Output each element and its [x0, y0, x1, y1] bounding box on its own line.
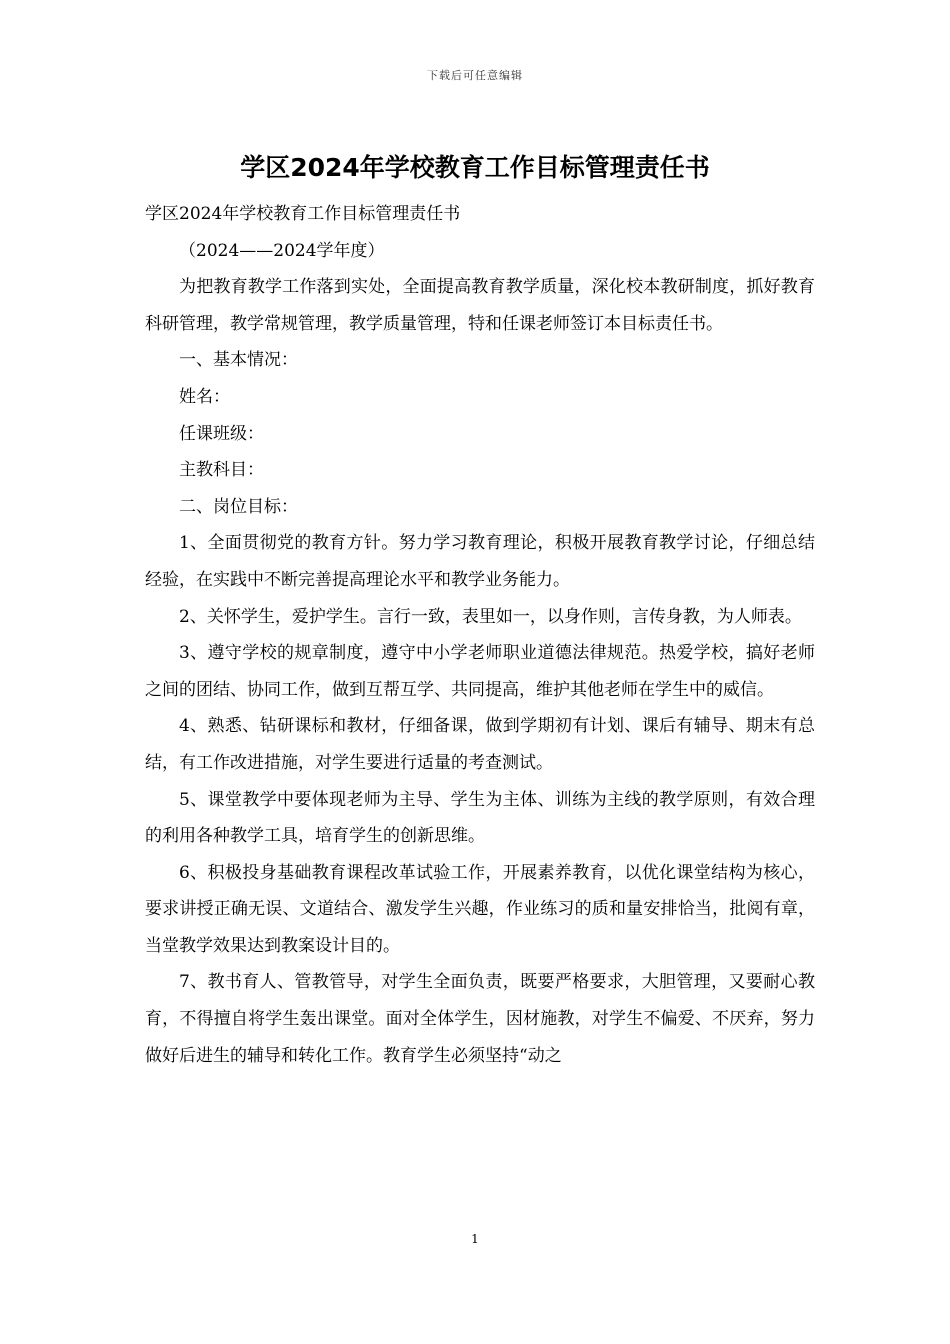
- goal-item-4: 4、熟悉、钻研课标和教材，仔细备课，做到学期初有计划、课后有辅导、期末有总结，有工作改进措施，对学生要进行适量的考查测试。: [145, 716, 815, 773]
- school-year-line: （2024——2024学年度）: [179, 240, 385, 261]
- section-heading-job-goals: 二、岗位目标：: [179, 496, 298, 517]
- goal-item-7: 7、教书育人、管教管导，对学生全面负责，既要严格要求，大胆管理，又要耐心教育，不得擅自将学生轰出课堂。面对全体学生，因材施教，对学生不偏爱、不厌弃，努力做好后进生的辅导和转化工作。教育学生必须坚持“动之: [145, 972, 815, 1066]
- document-body: [145, 196, 815, 1074]
- section-heading-basic-info: 一、基本情况：: [179, 350, 298, 371]
- subject-label: 主教科目：: [179, 460, 264, 481]
- page-header: 下载后可任意编辑: [427, 69, 523, 82]
- goal-item-2: 2、关怀学生，爱护学生。言行一致，表里如一，以身作则，言传身教，为人师表。: [179, 606, 802, 627]
- goal-item-6: 6、积极投身基础教育课程改革试验工作，开展素养教育，以优化课堂结构为核心，要求讲授正确无误、文道结合、激发学生兴趣，作业练习的质和量安排恰当，批阅有章，当堂教学效果达到教案设计目的。: [145, 862, 815, 956]
- class-label: 任课班级：: [179, 423, 264, 444]
- goal-item-5: 5、课堂教学中要体现老师为主导、学生为主体、训练为主线的教学原则，有效合理的利用各种教学工具，培育学生的创新思维。: [145, 789, 815, 847]
- goal-item-3: 3、遵守学校的规章制度，遵守中小学老师职业道德法律规范。热爱学校，搞好老师之间的团结、协同工作，做到互帮互学、共同提高，维护其他老师在学生中的威信。: [145, 643, 815, 700]
- name-label: 姓名：: [179, 386, 230, 407]
- document-title: 学区2024年学校教育工作目标管理责任书: [240, 153, 710, 182]
- intro-paragraph: 为把教育教学工作落到实处，全面提高教育教学质量，深化校本教研制度，抓好教育科研管理，教学常规管理，教学质量管理，特和任课老师签订本目标责任书。: [145, 277, 815, 334]
- goal-item-1: 1、全面贯彻党的教育方针。努力学习教育理论，积极开展教育教学讨论，仔细总结经验，在实践中不断完善提高理论水平和教学业务能力。: [145, 533, 815, 590]
- subtitle-line: 学区2024年学校教育工作目标管理责任书: [145, 204, 461, 224]
- page-number: 1: [471, 1232, 479, 1246]
